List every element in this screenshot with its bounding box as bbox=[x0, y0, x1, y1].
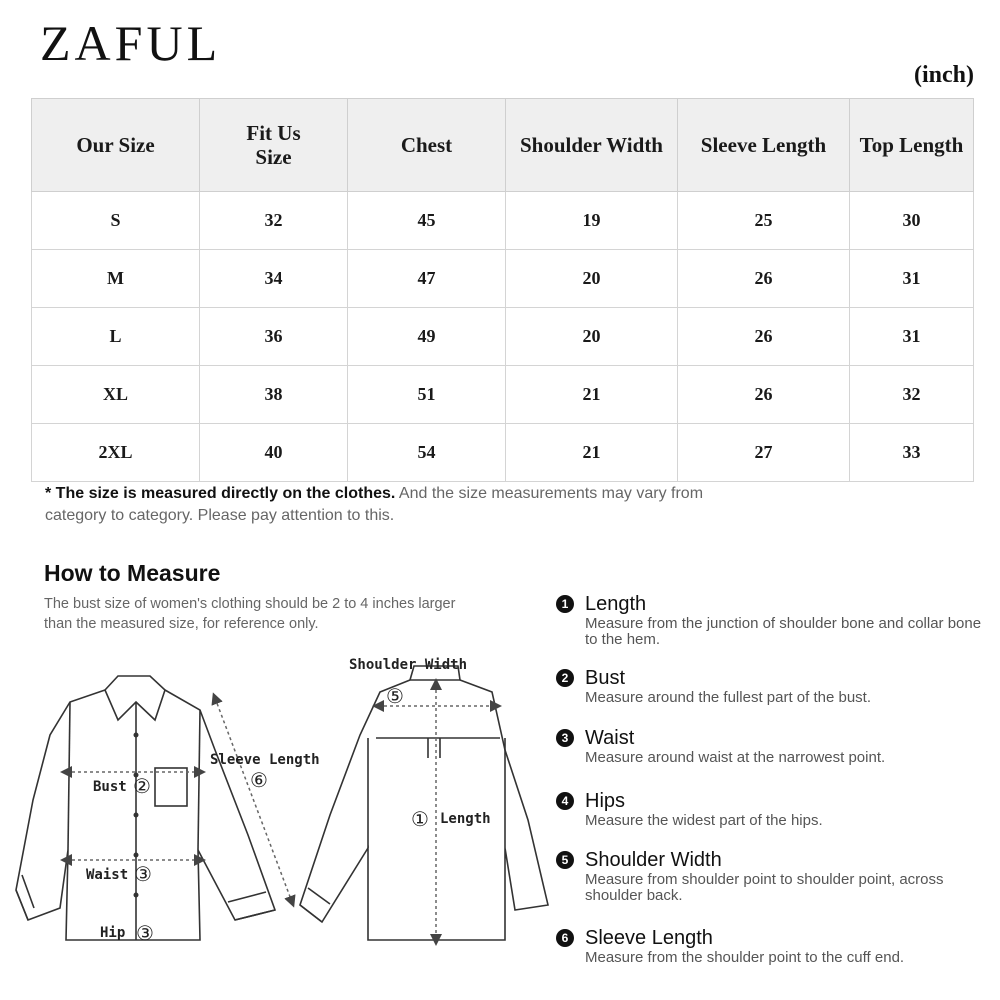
hip-label: Hip bbox=[100, 925, 126, 941]
step-number-icon: 5 bbox=[556, 851, 574, 869]
header-top-length: Top Length bbox=[850, 99, 974, 192]
table-cell: 45 bbox=[348, 192, 506, 250]
header-fit-us-size: Fit Us Size bbox=[200, 99, 348, 192]
table-cell: 40 bbox=[200, 424, 348, 482]
length-marker: ① bbox=[411, 807, 429, 831]
step-description: Measure from the shoulder point to the cuff end. bbox=[585, 949, 905, 966]
table-cell: 49 bbox=[348, 308, 506, 366]
table-cell: 36 bbox=[200, 308, 348, 366]
table-cell: 31 bbox=[850, 308, 974, 366]
table-cell: M bbox=[32, 250, 200, 308]
bust-marker: ② bbox=[133, 774, 151, 798]
table-cell: 51 bbox=[348, 366, 506, 424]
table-cell: 21 bbox=[506, 366, 678, 424]
step-number-icon: 4 bbox=[556, 792, 574, 810]
table-cell: L bbox=[32, 308, 200, 366]
front-shirt-outline bbox=[16, 676, 275, 940]
table-cell: 31 bbox=[850, 250, 974, 308]
shoulder-width-marker: ⑤ bbox=[386, 684, 404, 708]
header-sleeve-length: Sleeve Length bbox=[678, 99, 850, 192]
step-title: Hips bbox=[585, 790, 626, 812]
table-cell: 20 bbox=[506, 308, 678, 366]
table-cell: 19 bbox=[506, 192, 678, 250]
bust-label: Bust bbox=[93, 779, 127, 795]
brand-logo: ZAFUL bbox=[40, 15, 222, 71]
note-bold: * The size is measured directly on the clothes. bbox=[45, 485, 396, 502]
header-our-size: Our Size bbox=[32, 99, 200, 192]
table-cell: S bbox=[32, 192, 200, 250]
step-title: Length bbox=[585, 593, 647, 615]
sleeve-length-label: Sleeve Length bbox=[210, 752, 320, 768]
step-description: Measure from shoulder point to shoulder point, across shoulder back. bbox=[585, 871, 944, 904]
waist-label: Waist bbox=[86, 867, 129, 883]
size-chart-table bbox=[31, 98, 974, 482]
how-to-measure-description: The bust size of women's clothing should be 2 to 4 inches larger than the measured size, for reference only. bbox=[44, 596, 456, 632]
waist-marker: ③ bbox=[134, 862, 152, 886]
table-row bbox=[32, 308, 974, 366]
table-cell: 33 bbox=[850, 424, 974, 482]
step-number-icon: 2 bbox=[556, 669, 574, 687]
step-number-icon: 6 bbox=[556, 929, 574, 947]
table-cell: 2XL bbox=[32, 424, 200, 482]
table-cell: 32 bbox=[200, 192, 348, 250]
step-number-icon: 1 bbox=[556, 595, 574, 613]
shoulder-width-label: Shoulder Width bbox=[349, 657, 468, 673]
table-cell: 20 bbox=[506, 250, 678, 308]
table-row bbox=[32, 250, 974, 308]
table-cell: 38 bbox=[200, 366, 348, 424]
table-cell: 54 bbox=[348, 424, 506, 482]
table-cell: 27 bbox=[678, 424, 850, 482]
step-title: Bust bbox=[585, 667, 626, 689]
step-description: Measure around waist at the narrowest point. bbox=[585, 749, 886, 766]
table-cell: 21 bbox=[506, 424, 678, 482]
step-title: Waist bbox=[585, 727, 635, 749]
hip-marker: ③ bbox=[136, 921, 154, 945]
step-description: Measure the widest part of the hips. bbox=[585, 812, 823, 829]
how-to-measure-title: How to Measure bbox=[44, 560, 221, 586]
table-cell: 25 bbox=[678, 192, 850, 250]
back-shirt-outline bbox=[300, 666, 548, 940]
table-row bbox=[32, 192, 974, 250]
table-cell: 26 bbox=[678, 308, 850, 366]
step-number-icon: 3 bbox=[556, 729, 574, 747]
table-cell: XL bbox=[32, 366, 200, 424]
shirt-measurement-diagram bbox=[0, 640, 560, 960]
table-cell: 34 bbox=[200, 250, 348, 308]
table-cell: 30 bbox=[850, 192, 974, 250]
table-cell: 26 bbox=[678, 366, 850, 424]
step-description: Measure from the junction of shoulder bone and collar bone to the hem. bbox=[585, 615, 982, 648]
note-rest: And the size measurements may vary from category to category. Please pay attention to this. bbox=[45, 485, 704, 524]
sleeve-length-marker: ⑥ bbox=[250, 768, 268, 792]
step-description: Measure around the fullest part of the bust. bbox=[585, 689, 872, 706]
length-label: Length bbox=[440, 811, 491, 827]
measurement-note bbox=[45, 483, 765, 527]
table-row bbox=[32, 366, 974, 424]
header-shoulder-width: Shoulder Width bbox=[506, 99, 678, 192]
header-chest: Chest bbox=[348, 99, 506, 192]
unit-label: (inch) bbox=[914, 62, 974, 88]
table-cell: 26 bbox=[678, 250, 850, 308]
table-cell: 47 bbox=[348, 250, 506, 308]
step-title: Sleeve Length bbox=[585, 927, 713, 949]
table-header-row bbox=[32, 99, 974, 192]
table-cell: 32 bbox=[850, 366, 974, 424]
step-title: Shoulder Width bbox=[585, 849, 722, 871]
table-row bbox=[32, 424, 974, 482]
